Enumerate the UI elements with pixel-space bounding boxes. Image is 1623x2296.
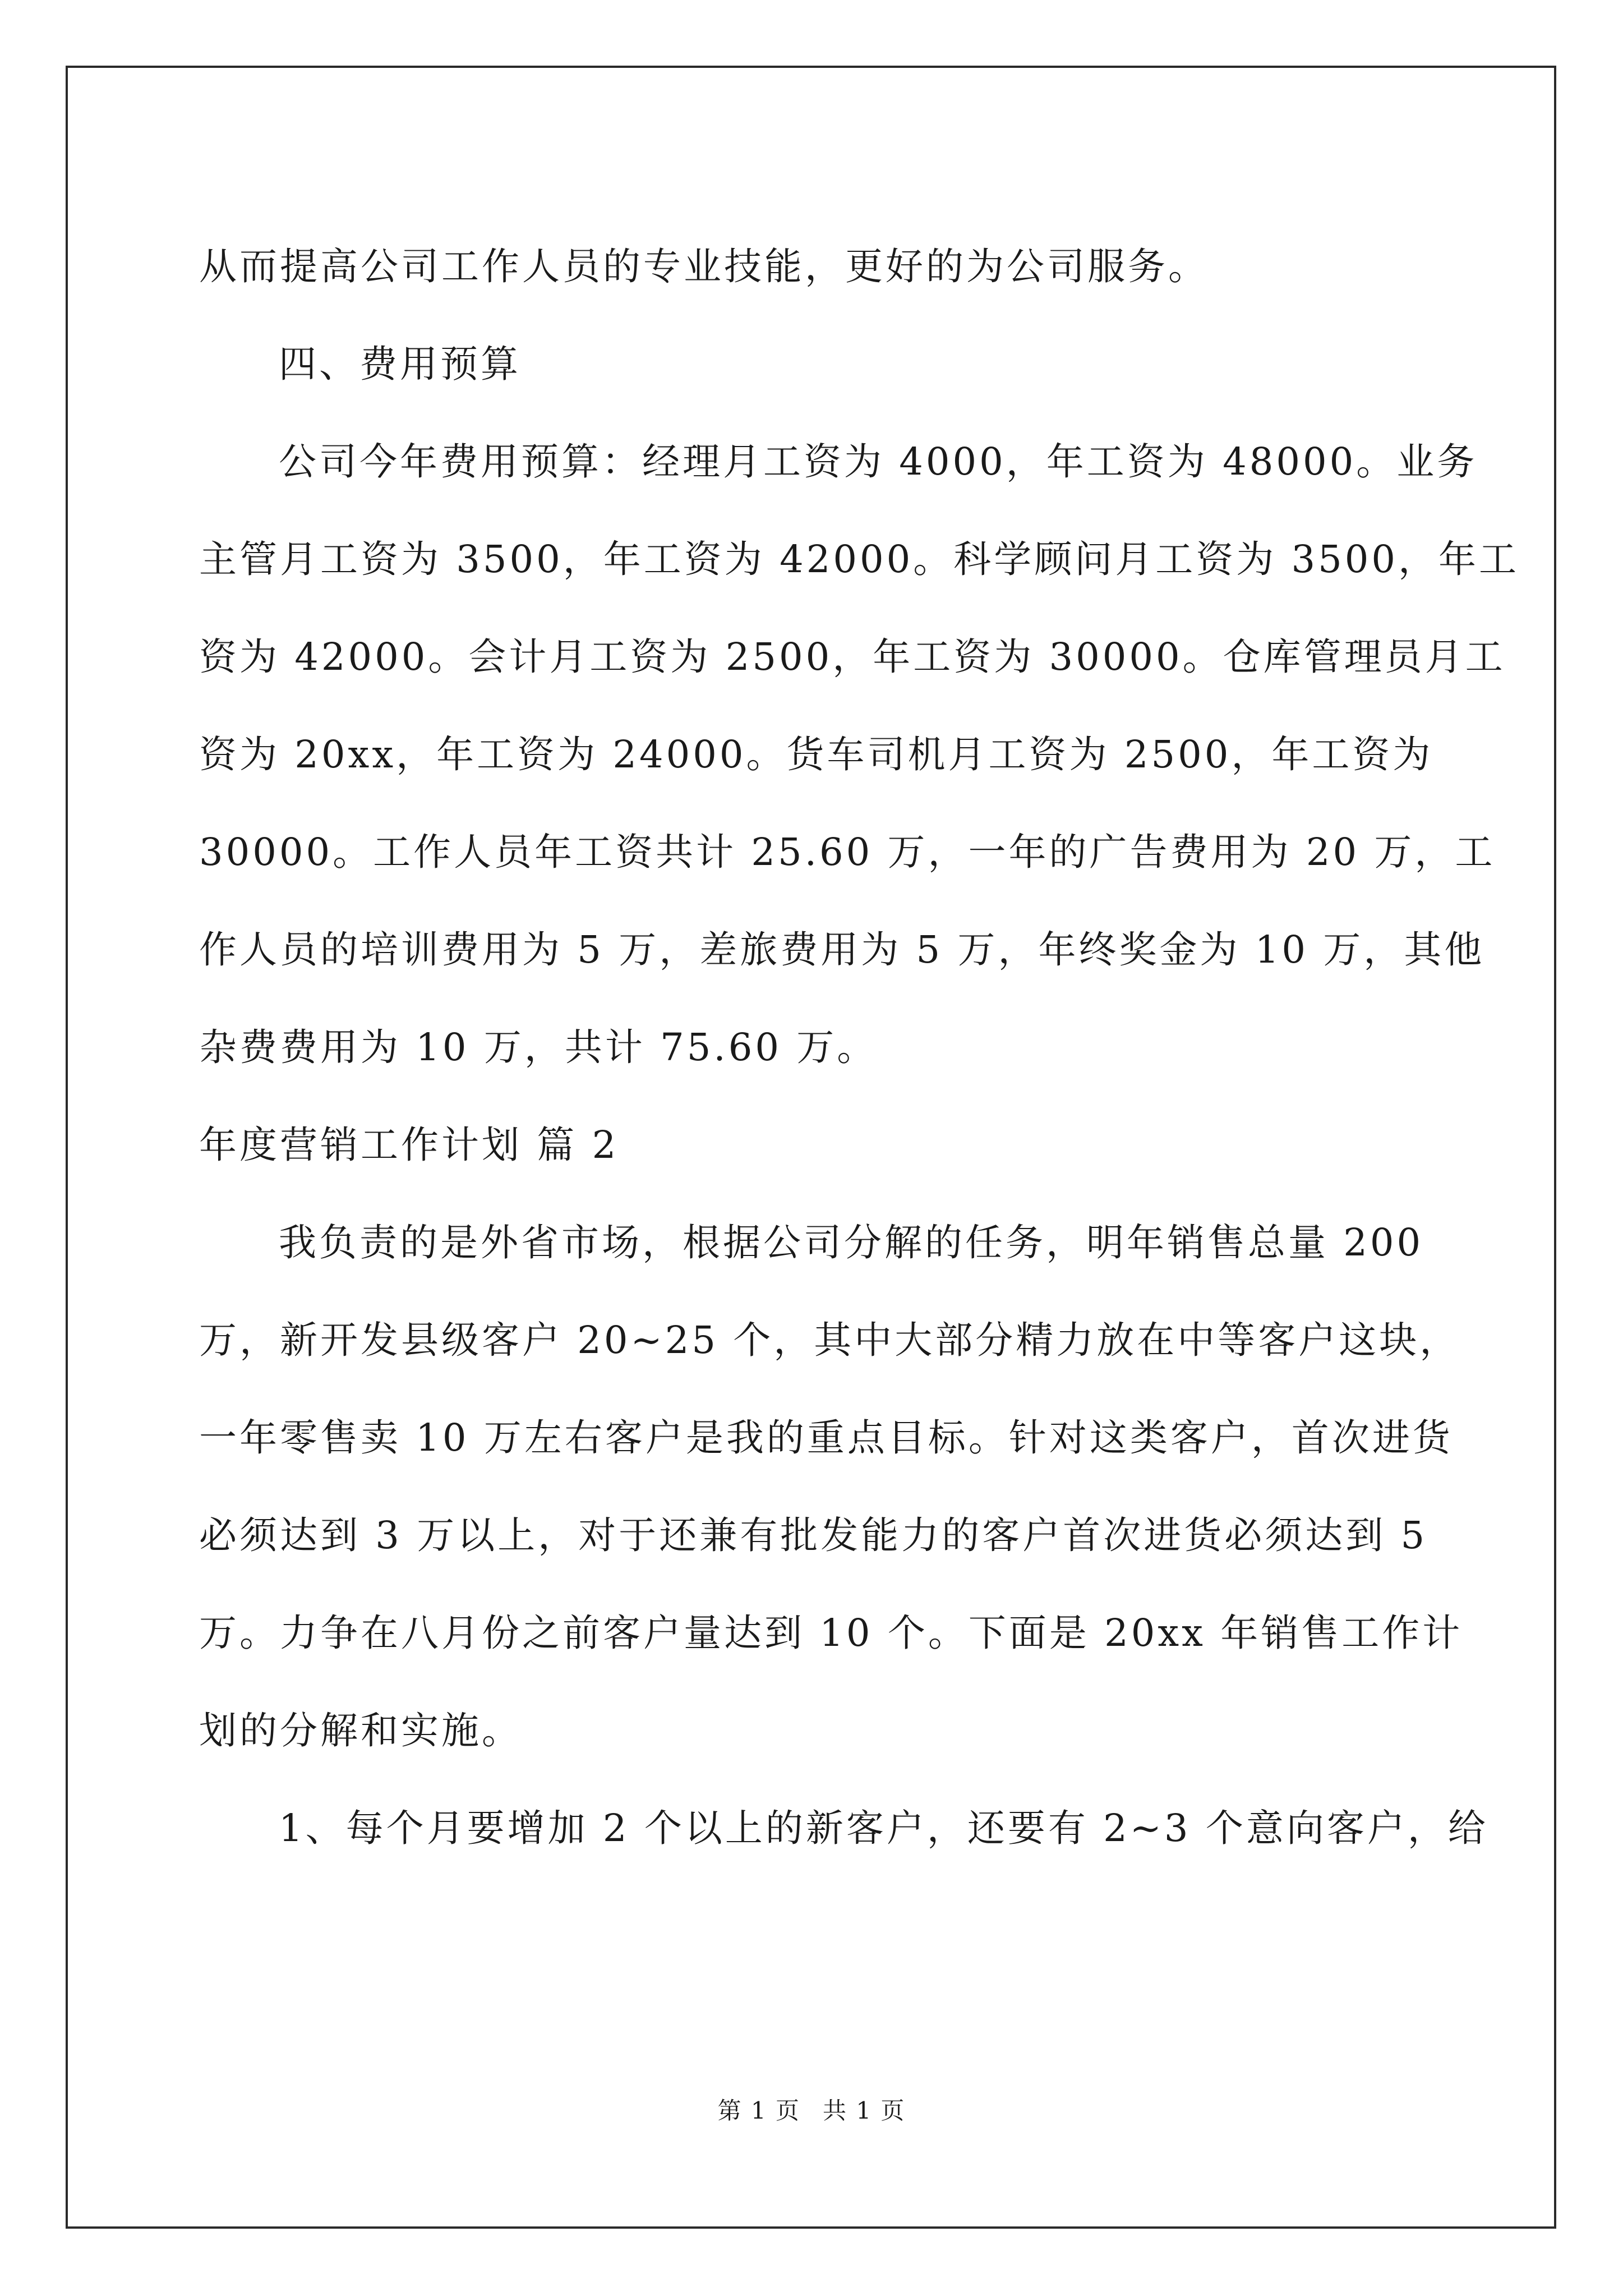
section-title: 年度营销工作计划 篇 2: [199, 1123, 619, 1167]
paragraph-line: 资为 42000。会计月工资为 2500，年工资为 30000。仓库管理员月工: [199, 635, 1506, 679]
document-body: [199, 218, 1520, 1877]
paragraph-line: 一年零售卖 10 万左右客户是我的重点目标。针对这类客户，首次进货: [199, 1416, 1453, 1460]
paragraph-line: 主管月工资为 3500，年工资为 42000。科学顾问月工资为 3500，年工: [199, 537, 1520, 581]
page-footer: [0, 2092, 1623, 2126]
paragraph-line: 作人员的培训费用为 5 万，差旅费用为 5 万，年终奖金为 10 万，其他: [199, 928, 1485, 972]
paragraph-line: 30000。工作人员年工资共计 25.60 万，一年的广告费用为 20 万，工: [199, 830, 1496, 874]
section-heading: 四、费用预算: [279, 342, 521, 386]
paragraph-line: 必须达到 3 万以上，对于还兼有批发能力的客户首次进货必须达到 5: [199, 1513, 1428, 1557]
page-number-current: 第 1 页: [717, 2097, 800, 2124]
page-number-total: 共 1 页: [823, 2097, 906, 2124]
paragraph-line: 1、每个月要增加 2 个以上的新客户，还要有 2~3 个意向客户，给: [279, 1806, 1488, 1850]
paragraph-line: 划的分解和实施。: [199, 1709, 522, 1752]
paragraph-line: 万，新开发县级客户 20~25 个，其中大部分精力放在中等客户这块，: [199, 1318, 1460, 1362]
paragraph-line: 从而提高公司工作人员的专业技能，更好的为公司服务。: [199, 245, 1209, 288]
paragraph-line: 资为 20xx，年工资为 24000。货车司机月工资为 2500，年工资为: [199, 733, 1433, 776]
paragraph-line: 我负责的是外省市场，根据公司分解的任务，明年销售总量 200: [279, 1221, 1424, 1264]
paragraph-line: 公司今年费用预算：经理月工资为 4000，年工资为 48000。业务: [279, 440, 1478, 484]
paragraph-line: 万。力争在八月份之前客户量达到 10 个。下面是 20xx 年销售工作计: [199, 1611, 1463, 1655]
paragraph-line: 杂费费用为 10 万，共计 75.60 万。: [199, 1025, 878, 1069]
